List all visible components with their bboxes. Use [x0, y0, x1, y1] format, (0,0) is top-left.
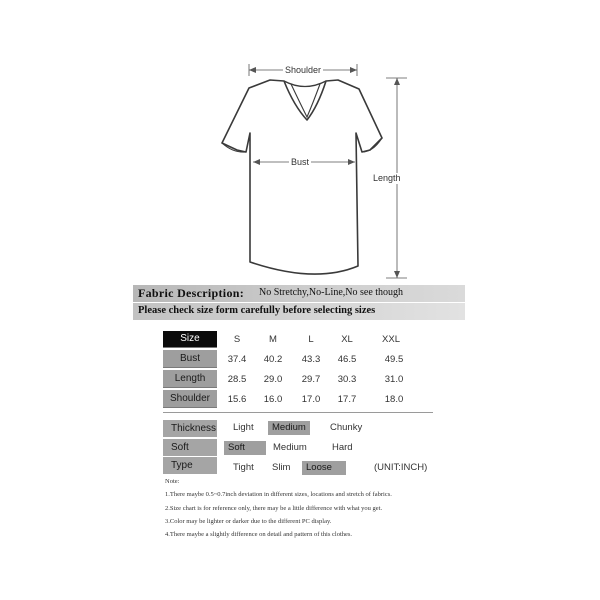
thickness-option-chunky: Chunky	[330, 422, 363, 433]
fabric-description-title: Fabric Description:	[138, 286, 245, 300]
type-option-loose: Loose	[302, 461, 346, 475]
thickness-option-light: Light	[233, 422, 254, 433]
size-l: L	[308, 334, 314, 345]
size-m: M	[269, 334, 277, 345]
type-option-tight: Tight	[233, 462, 254, 473]
fabric-description-text: No Stretchy,No-Line,No see though	[259, 287, 404, 298]
table-cell: 29.7	[301, 374, 321, 385]
size-check-text: Please check size form carefully before selecting sizes	[138, 305, 376, 316]
table-cell: 49.5	[384, 354, 404, 365]
shoulder-row-label: Shoulder	[163, 390, 217, 408]
note-item: 4.There maybe a slightly difference on detail and pattern of this clothes.	[165, 531, 353, 538]
soft-label: Soft	[163, 439, 217, 456]
shoulder-label: Shoulder	[285, 65, 322, 75]
soft-option-soft: Soft	[224, 441, 266, 455]
bust-row-label: Bust	[163, 350, 217, 368]
table-cell: 17.7	[337, 394, 357, 405]
soft-option-medium: Medium	[273, 442, 307, 453]
size-s: S	[233, 334, 241, 345]
bust-label: Bust	[291, 157, 310, 167]
note-item: 1.There maybe 0.5~0.7inch deviation in different sizes, locations and stretch of fabrics.	[165, 491, 392, 498]
divider	[163, 412, 433, 413]
thickness-label: Thickness	[163, 420, 217, 437]
table-cell: 28.5	[227, 374, 247, 385]
table-cell: 43.3	[301, 354, 321, 365]
fabric-description-banner	[133, 285, 465, 302]
size-column-header: Size	[163, 331, 217, 348]
table-cell: 18.0	[384, 394, 404, 405]
note-item: 2.Size chart is for reference only, there may be a little difference with what you get.	[165, 505, 383, 512]
thickness-option-medium: Medium	[268, 421, 310, 435]
size-xl: XL	[341, 334, 353, 345]
type-option-slim: Slim	[272, 462, 291, 473]
type-label: Type	[163, 457, 217, 474]
soft-option-hard: Hard	[332, 442, 353, 453]
length-row-label: Length	[163, 370, 217, 388]
size-xxl: XXL	[382, 334, 400, 345]
table-cell: 40.2	[263, 354, 283, 365]
table-cell: 15.6	[227, 394, 247, 405]
table-cell: 46.5	[337, 354, 357, 365]
table-cell: 17.0	[301, 394, 321, 405]
table-cell: 37.4	[227, 354, 247, 365]
table-cell: 30.3	[337, 374, 357, 385]
note-item: 3.Color may be lighter or darker due to the different PC display.	[165, 518, 332, 525]
size-check-banner	[133, 303, 465, 320]
table-cell: 16.0	[263, 394, 283, 405]
length-label: Length	[373, 173, 401, 183]
notes-title: Note:	[165, 478, 180, 485]
unit-label: (UNIT:INCH)	[374, 462, 428, 473]
table-cell: 31.0	[384, 374, 404, 385]
tshirt-size-diagram	[0, 0, 600, 285]
table-cell: 29.0	[263, 374, 283, 385]
tshirt-outline	[0, 0, 600, 285]
